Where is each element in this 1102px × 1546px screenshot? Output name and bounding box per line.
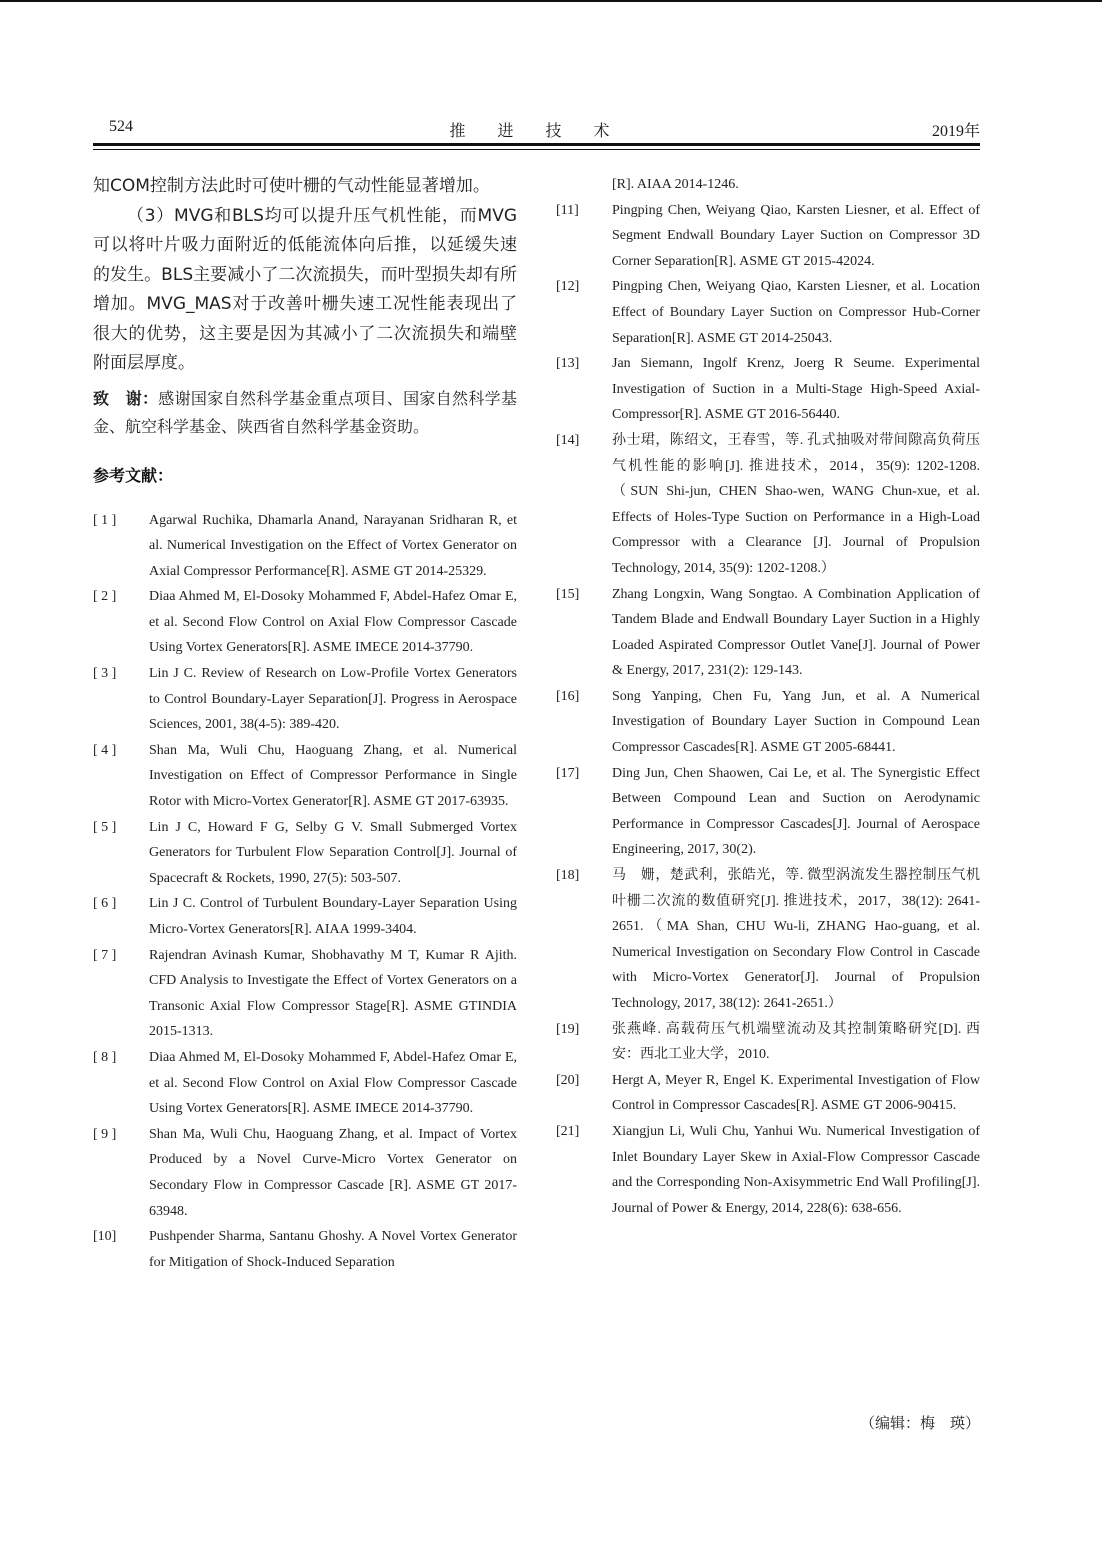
reference-item (556, 274, 980, 351)
reference-text: 马 姗，楚武利，张皓光，等. 微型涡流发生器控制压气机叶栅二次流的数值研究[J]. 推进技术，2017，38(12): 2641-2651.（MA Shan, CHU Wu-li, ZHANG Hao-guang, et al. Numerical Investigation on Secondary Flow Control in Cascade with Micro-Vortex Generator[J]. Journal of Propulsion Technology, 2017, 38(12): 2641-2651.） (612, 868, 980, 1011)
body-paragraph-1: 知COM控制方法此时可使叶栅的气动性能显著增加。 (93, 176, 490, 196)
reference-number: [17] (556, 765, 580, 781)
reference-item (93, 815, 517, 892)
left-column (93, 172, 517, 1275)
reference-item (93, 1224, 517, 1275)
running-header (93, 118, 980, 140)
reference-item (556, 582, 980, 684)
reference-text: Xiangjun Li, Wuli Chu, Yanhui Wu. Numerical Investigation of Inlet Boundary Layer Skew in Axial-Flow Compressor Cascade and the Corresponding Non-Axisymmetric End Wall Profiling[J]. Journal of Power & Energy, 2014, 228(6): 638-656. (612, 1123, 980, 1216)
reference-item (556, 351, 980, 428)
reference-item (93, 1045, 517, 1122)
reference-text: Ding Jun, Chen Shaowen, Cai Le, et al. The Synergistic Effect Between Compound Lean and Suction on Aerodynamic Performance in Compressor Cascades[J]. Journal of Aerospace Engineering, 2017, 30(2). (612, 765, 980, 858)
acknowledgement (93, 385, 517, 441)
reference-text: Lin J C. Control of Turbulent Boundary-Layer Separation Using Micro-Vortex Generators[R]. AIAA 1999-3404. (149, 896, 517, 937)
reference-item (556, 761, 980, 863)
reference-item (556, 1119, 980, 1221)
reference-item (556, 863, 980, 1017)
reference-number: [16] (556, 688, 580, 704)
reference-item (93, 943, 517, 1045)
reference-number: [ 7 ] (93, 947, 117, 963)
reference-list-left (93, 508, 517, 1276)
acknowledgement-text: 感谢国家自然科学基金重点项目、国家自然科学基金、航空科学基金、陕西省自然科学基金资助。 (93, 388, 517, 436)
reference-text: Rajendran Avinash Kumar, Shobhavathy M T, Kumar R Ajith. CFD Analysis to Investigate the Effect of Vortex Generators on a Transonic Axial Flow Compressor Stage[R]. ASME GTINDIA 2015-1313. (149, 947, 517, 1040)
reference-number: [ 6 ] (93, 896, 117, 912)
reference-number: [20] (556, 1072, 580, 1088)
reference-text: Lin J C. Review of Research on Low-Profile Vortex Generators to Control Boundary-Layer Separation[J]. Progress in Aerospace Sciences, 2001, 38(4-5): 389-420. (149, 666, 517, 733)
reference-number: [11] (556, 202, 579, 218)
reference-item (556, 684, 980, 761)
reference-text: [R]. AIAA 2014-1246. (612, 177, 739, 192)
reference-item (93, 584, 517, 661)
reference-text: Jan Siemann, Ingolf Krenz, Joerg R Seume. Experimental Investigation of Suction in a Multi-Stage High-Speed Axial-Compressor[R]. ASME GT 2016-56440. (612, 356, 980, 423)
reference-number: [13] (556, 356, 580, 372)
reference-number: [12] (556, 279, 580, 295)
reference-number: [ 8 ] (93, 1049, 117, 1065)
reference-item (93, 508, 517, 585)
page-number: 524 (109, 118, 133, 135)
reference-item (93, 1122, 517, 1224)
body-paragraph-conclusion-3: （3）MVG和BLS均可以提升压气机性能，而MVG可以将叶片吸力面附近的低能流体向后推，以延缓失速的发生。BLS主要减小了二次流损失，而叶型损失却有所增加。MVG_MAS对于改善叶栅失速工况性能表现出了很大的优势，这主要是因为其减小了二次流损失和端壁附面层厚度。 (93, 205, 517, 373)
acknowledgement-label: 致 谢： (93, 388, 159, 408)
reference-number: [ 1 ] (93, 512, 117, 528)
reference-text: Shan Ma, Wuli Chu, Haoguang Zhang, et al. Numerical Investigation on Effect of Compressor Performance in Single Rotor with Micro-Vortex Generator[R]. ASME GT 2017-63935. (149, 742, 517, 810)
reference-number: [21] (556, 1123, 580, 1139)
reference-item (556, 1017, 980, 1068)
reference-number: [ 2 ] (93, 589, 117, 605)
reference-text: Pingping Chen, Weiyang Qiao, Karsten Liesner, et al. Location Effect of Boundary Layer Suction on Compressor Hub-Corner Separation[R]. ASME GT 2014-25043. (612, 279, 980, 346)
reference-number: [ 4 ] (93, 742, 117, 758)
reference-list-right (556, 172, 980, 1221)
reference-item (556, 198, 980, 275)
reference-number: [19] (556, 1021, 580, 1037)
reference-text: Lin J C, Howard F G, Selby G V. Small Submerged Vortex Generators for Turbulent Flow Separation Control[J]. Journal of Spacecraft & Rockets, 1990, 27(5): 503-507. (149, 819, 517, 886)
reference-text: Agarwal Ruchika, Dhamarla Anand, Narayanan Sridharan R, et al. Numerical Investigation on the Effect of Vortex Generator on Axial Compressor Performance[R]. ASME GT 2014-25329. (149, 512, 517, 579)
reference-item (93, 661, 517, 738)
reference-text: Zhang Longxin, Wang Songtao. A Combination Application of Tandem Blade and Endwall Boundary Layer Suction in a Highly Loaded Aspirated Compressor Outlet Vane[J]. Journal of Power & Energy, 2017, 231(2): 129-143. (612, 586, 980, 679)
reference-number: [10] (93, 1229, 117, 1245)
reference-text: 张燕峰. 高载荷压气机端壁流动及其控制策略研究[D]. 西安：西北工业大学，2010. (612, 1021, 980, 1063)
reference-item (93, 891, 517, 942)
reference-item (93, 738, 517, 815)
reference-text: Shan Ma, Wuli Chu, Haoguang Zhang, et al. Impact of Vortex Produced by a Novel Curve-Micro Vortex Generator on Secondary Flow in Compressor Cascade [R]. ASME GT 2017-63948. (149, 1126, 517, 1219)
reference-text: Song Yanping, Chen Fu, Yang Jun, et al. A Numerical Investigation of Boundary Layer Suction in Compound Lean Compressor Cascades[R]. ASME GT 2005-68441. (612, 688, 980, 756)
references-heading: 参考文献： (93, 465, 174, 485)
reference-text: 孙士珺，陈绍文，王春雪，等. 孔式抽吸对带间隙高负荷压气机性能的影响[J]. 推进技术，2014，35(9): 1202-1208.（SUN Shi-jun, CHEN Shao-wen, WANG Chun-xue, et al. Effects of Holes-Type Suction on Performance in a High-Load Compressor with a Clearance [J]. Journal of Propulsion Technology, 2014, 35(9): 1202-1208.） (612, 432, 980, 576)
header-rule-thin (93, 149, 980, 150)
reference-text: Pushpender Sharma, Santanu Ghoshy. A Novel Vortex Generator for Mitigation of Shock-Induced Separation (149, 1229, 517, 1270)
journal-title: 推 进 技 术 (449, 123, 624, 140)
right-column (556, 172, 980, 1221)
reference-item (556, 1068, 980, 1119)
reference-text: Pingping Chen, Weiyang Qiao, Karsten Liesner, et al. Effect of Segment Endwall Boundary Layer Suction on Compressor 3D Corner Separation[R]. ASME GT 2015-42024. (612, 202, 980, 269)
reference-number: [ 3 ] (93, 666, 117, 682)
editor-credit: （编辑：梅 瑛） (859, 1414, 980, 1432)
reference-item (556, 428, 980, 582)
issue-year: 2019年 (931, 123, 980, 140)
reference-number: [ 5 ] (93, 819, 117, 835)
reference-item (556, 172, 980, 198)
page-top-border (0, 0, 1102, 2)
reference-text: Diaa Ahmed M, El-Dosoky Mohammed F, Abdel-Hafez Omar E, et al. Second Flow Control on Axial Flow Compressor Cascade Using Vortex Generators[R]. ASME IMECE 2014-37790. (149, 1049, 517, 1117)
reference-number: [15] (556, 586, 580, 602)
reference-text: Diaa Ahmed M, El-Dosoky Mohammed F, Abdel-Hafez Omar E, et al. Second Flow Control on Axial Flow Compressor Cascade Using Vortex Generators[R]. ASME IMECE 2014-37790. (149, 589, 517, 656)
reference-number: [18] (556, 868, 580, 884)
header-rule-thick (93, 143, 980, 146)
reference-number: [14] (556, 432, 580, 448)
reference-text: Hergt A, Meyer R, Engel K. Experimental Investigation of Flow Control in Compressor Cascades[R]. ASME GT 2006-90415. (612, 1072, 980, 1114)
reference-number: [ 9 ] (93, 1126, 117, 1142)
